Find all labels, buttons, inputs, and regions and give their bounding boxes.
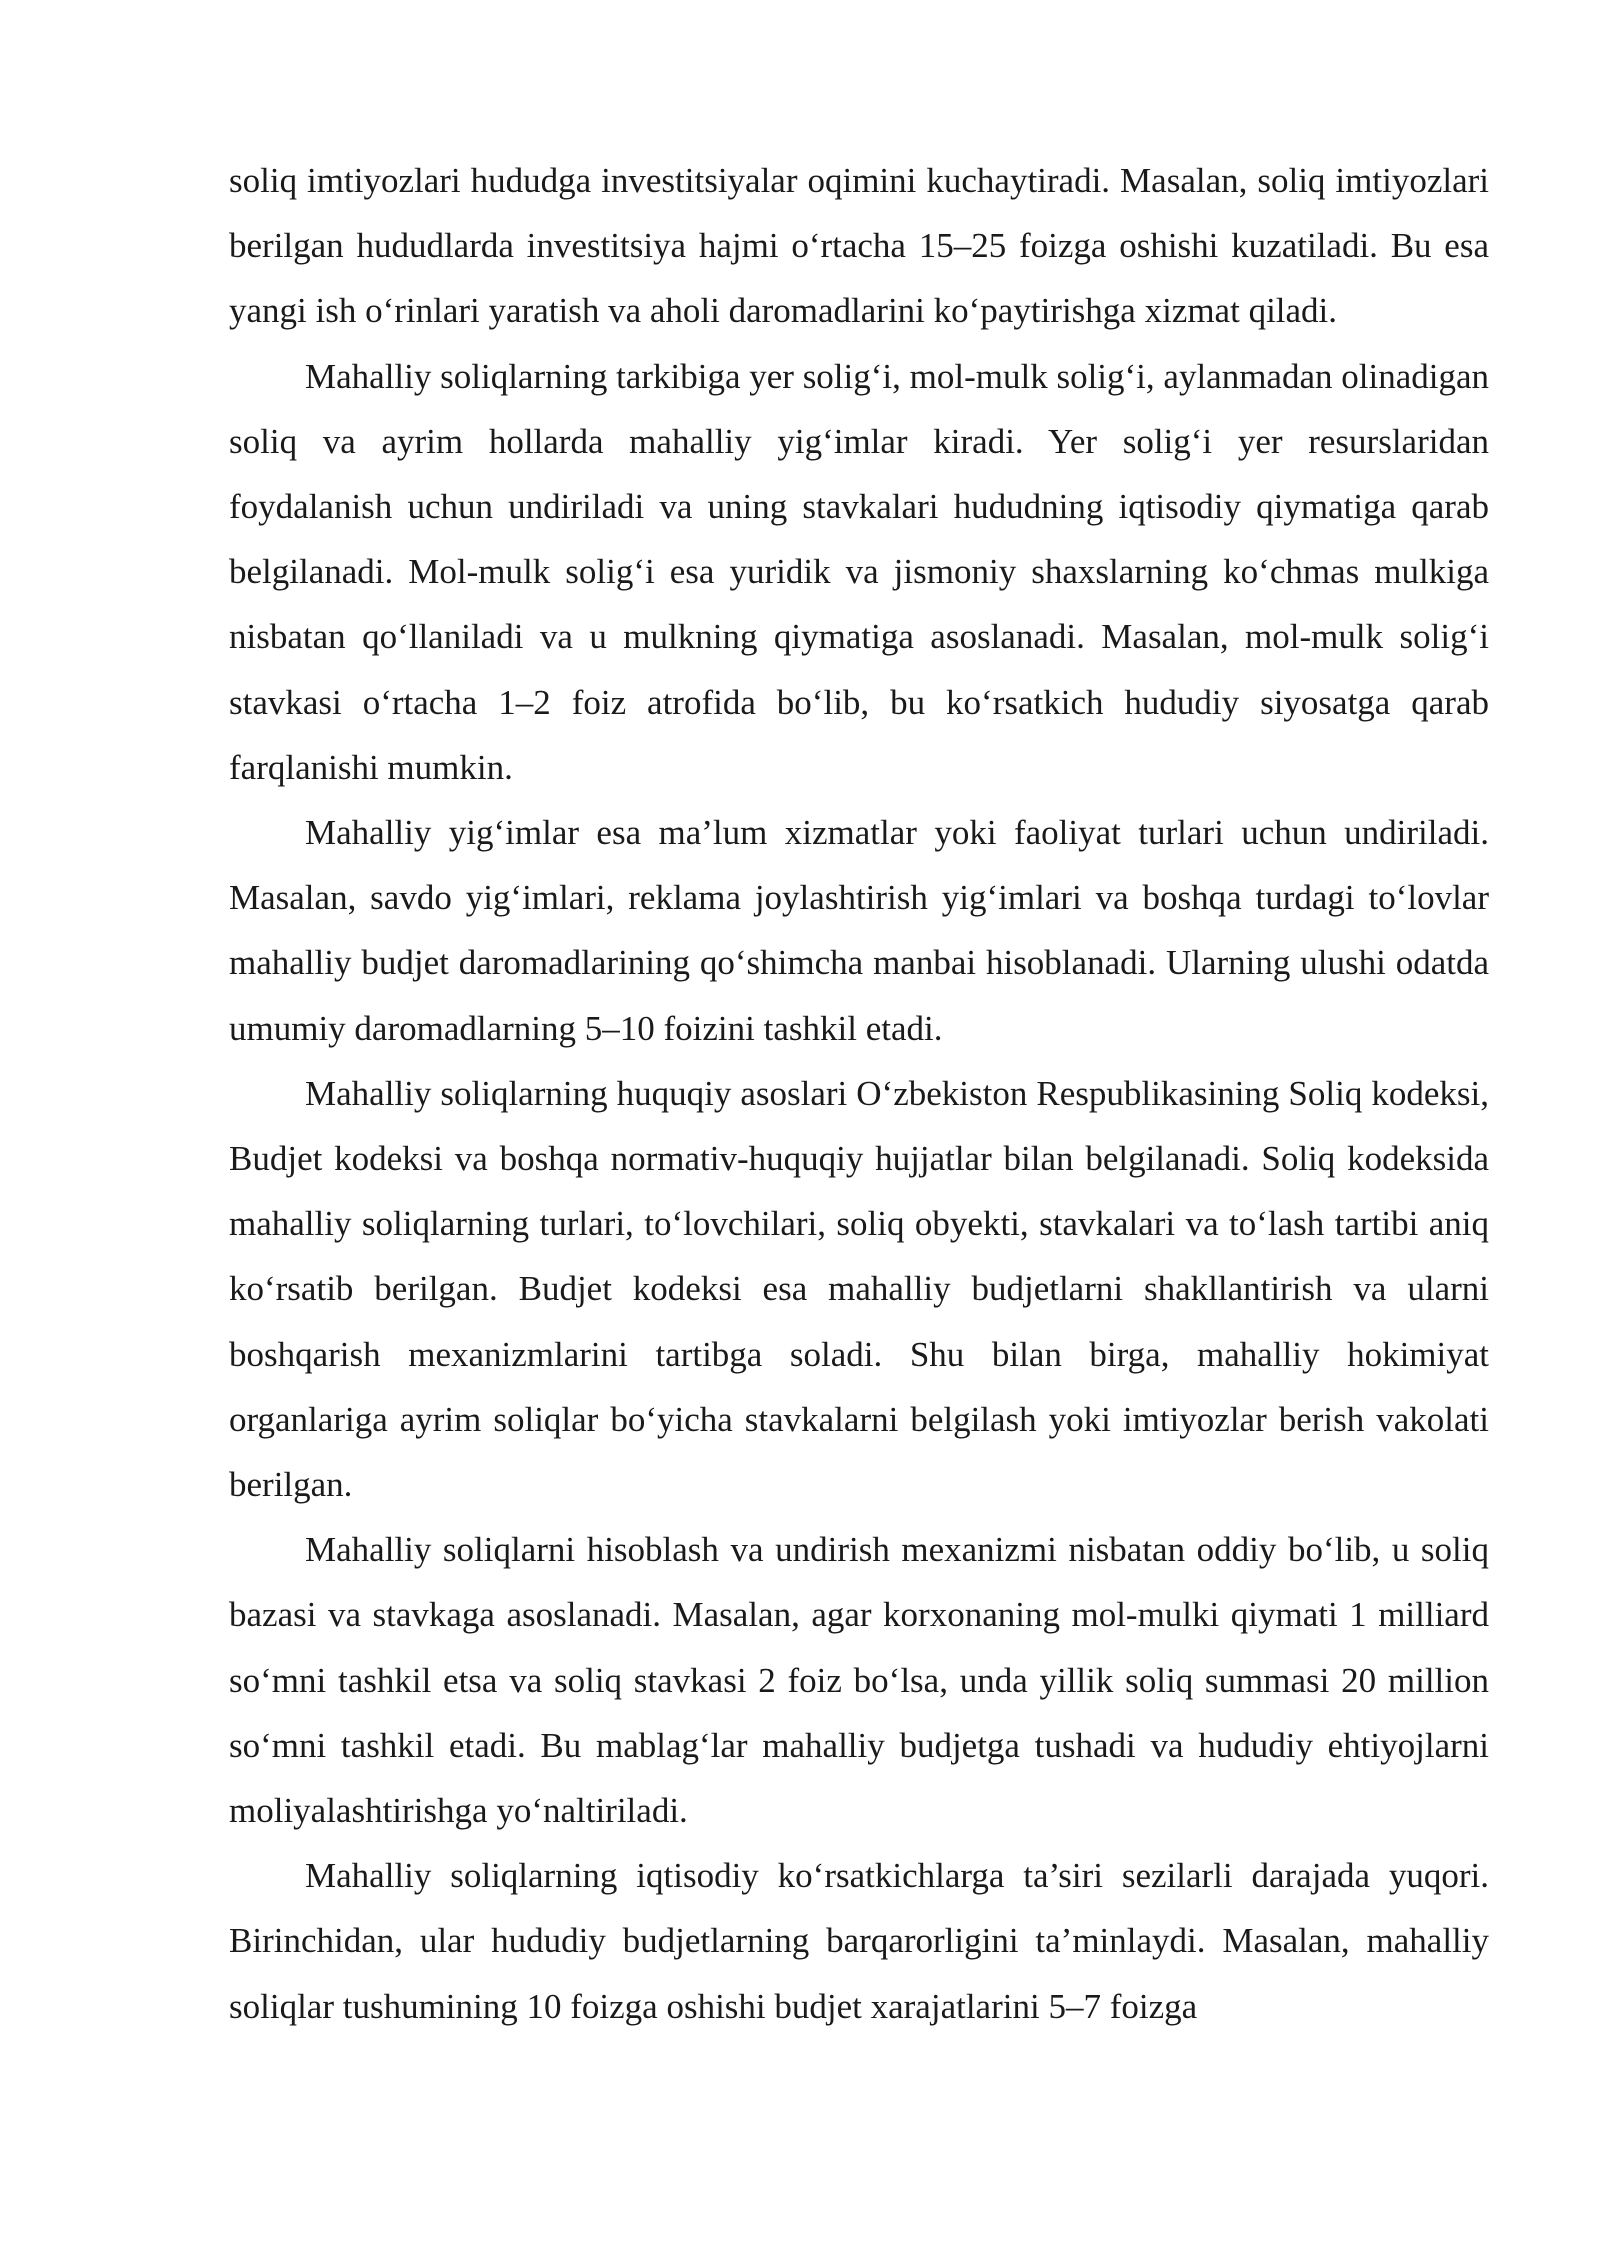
paragraph-legal-basis: Mahalliy soliqlarning huquqiy asoslari O‘zbekiston Respublikasining Soliq kodeksi, Budjet kodeksi va boshqa normativ-huquqiy hujjatlar bilan belgilanadi. Soliq kodeksida mahalliy soliqlarning turlari, to‘lovchilari, soliq obyekti, stavkalari va to‘lash tartibi aniq ko‘rsatib berilgan. Budjet kodeksi esa mahalliy budjetlarni shakllantirish va ularni boshqarish mexanizmlarini tartibga soladi. Shu bilan birga, mahalliy hokimiyat organlariga ayrim soliqlar bo‘yicha stavkalarni belgilash yoki imtiyozlar berish vakolati berilgan.	[229, 1073, 1489, 1505]
body-text	[229, 148, 1489, 2039]
paragraph-local-taxes-composition: Mahalliy soliqlarning tarkibiga yer solig‘i, mol-mulk solig‘i, aylanmadan olinadigan soliq va ayrim hollarda mahalliy yig‘imlar kiradi. Yer solig‘i yer resurslaridan foydalanish uchun undiriladi va uning stavkalari hududning iqtisodiy qiymatiga qarab belgilanadi. Mol-mulk solig‘i esa yuridik va jismoniy shaxslarning ko‘chmas mulkiga nisbatan qo‘llaniladi va u mulkning qiymatiga asoslanadi. Masalan, mol-mulk solig‘i stavkasi o‘rtacha 1–2 foiz atrofida bo‘lib, bu ko‘rsatkich hududiy siyosatga qarab farqlanishi mumkin.	[229, 356, 1489, 787]
paragraph-economic-impact: Mahalliy soliqlarning iqtisodiy ko‘rsatkichlarga ta’siri sezilarli darajada yuqori. Birinchidan, ular hududiy budjetlarning barqarorligini ta’minlaydi. Masalan, mahalliy soliqlar tushumining 10 foizga oshishi budjet xarajatlarini 5–7 foizga	[229, 1856, 1489, 2026]
paragraph-calculation-mechanism: Mahalliy soliqlarni hisoblash va undirish mexanizmi nisbatan oddiy bo‘lib, u soliq bazasi va stavkaga asoslanadi. Masalan, agar korxonaning mol-mulki qiymati 1 milliard so‘mni tashkil etsa va soliq stavkasi 2 foiz bo‘lsa, unda yillik soliq summasi 20 million so‘mni tashkil etadi. Bu mablag‘lar mahalliy budjetga tushadi va hududiy ehtiyojlarni moliyalashtirishga yo‘naltiriladi.	[229, 1530, 1489, 1831]
paragraph-continuation: soliq imtiyozlari hududga investitsiyalar oqimini kuchaytiradi. Masalan, soliq imtiyozlari berilgan hududlarda investitsiya hajmi o‘rtacha 15–25 foizga oshishi kuzatiladi. Bu esa yangi ish o‘rinlari yaratish va aholi daromadlarini ko‘paytirishga xizmat qiladi.	[229, 161, 1489, 331]
paragraph-local-fees: Mahalliy yig‘imlar esa ma’lum xizmatlar yoki faoliyat turlari uchun undiriladi. Masalan, savdo yig‘imlari, reklama joylashtirish yig‘imlari va boshqa turdagi to‘lovlar mahalliy budjet daromadlarining qo‘shimcha manbai hisoblanadi. Ularning ulushi odatda umumiy daromadlarning 5–10 foizini tashkil etadi.	[229, 813, 1489, 1048]
